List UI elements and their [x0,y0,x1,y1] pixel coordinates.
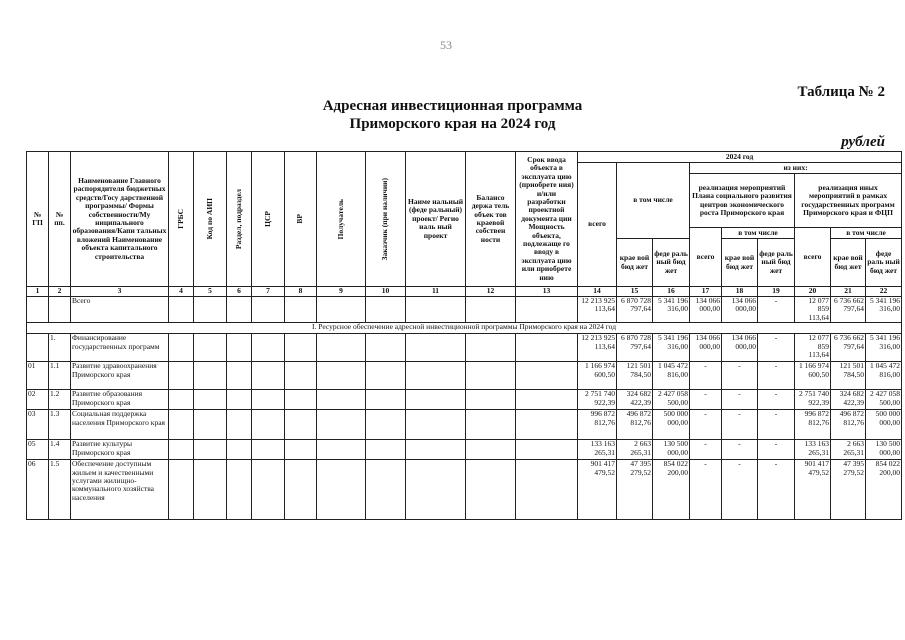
cell-v14: 1 166 974 600,50 [578,362,617,390]
header-fb-16: феде раль ный бюд жет [653,239,690,287]
cell-v21: 496 872 812,76 [831,410,866,440]
cell-gp: 02 [27,390,49,410]
col-number: 6 [227,287,252,297]
header-econ-total: всего [690,228,722,287]
cell-gp [27,334,49,362]
cell-v17: 134 066 000,00 [690,297,722,323]
cell-v16: 854 022 200,00 [653,460,690,520]
table-row [27,410,902,440]
header-year: 2024 год [578,152,902,163]
cell-v16: 130 500 000,00 [653,440,690,460]
cell-v21: 6 736 662 797,64 [831,334,866,362]
cell-v20: 12 077 859 113,64 [795,297,831,323]
cell-v22: 5 341 196 316,00 [866,334,902,362]
section-title: I. Ресурсное обеспечение адресной инвестиционной программы Приморского края на 2024 год [27,323,902,334]
cell-gp [27,297,49,323]
cell-v14: 12 213 925 113,64 [578,297,617,323]
header-holder: Балансо держа тель объек тов краевой собствен ности [466,152,516,287]
cell-v18: 134 066 000,00 [722,334,758,362]
cell-v21: 121 501 784,50 [831,362,866,390]
cell-v15: 324 682 422,39 [617,390,653,410]
cell-gp: 06 [27,460,49,520]
table-row [27,460,902,520]
cell-v20: 133 163 265,31 [795,440,831,460]
col-number: 3 [71,287,169,297]
cell-v15: 6 870 728 797,64 [617,334,653,362]
investment-program-table [26,151,902,520]
col-number: 13 [516,287,578,297]
col-number: 4 [169,287,194,297]
table-row [27,390,902,410]
cell-v20: 1 166 974 600,50 [795,362,831,390]
cell-v14: 901 417 479,52 [578,460,617,520]
col-number: 8 [285,287,317,297]
cell-pp: 1.4 [49,440,71,460]
header-recipient: Получатель [317,152,366,287]
cell-v17: - [690,460,722,520]
cell-v15: 2 663 265,31 [617,440,653,460]
col-number: 22 [866,287,902,297]
cell-name: Всего [71,297,169,323]
cell-pp: 1.2 [49,390,71,410]
cell-v19: - [758,362,795,390]
header-section: Раздел, подраздел [227,152,252,287]
header-kb-21: крае вой бюд жет [831,239,866,287]
cell-v18: - [722,410,758,440]
col-number: 1 [27,287,49,297]
cell-v18: - [722,362,758,390]
cell-gp: 03 [27,410,49,440]
header-kb-18: крае вой бюд жет [722,239,758,287]
header-other-incl: в том числе [831,228,902,239]
header-other: реализация иных мероприятий в рамках государственных программ Приморского края и ФЦП [795,174,902,228]
cell-v21: 47 395 279,52 [831,460,866,520]
table-row [27,440,902,460]
col-number: 11 [406,287,466,297]
cell-name: Финансирование государственных программ [71,334,169,362]
cell-v17: - [690,440,722,460]
cell-pp: 1.1 [49,362,71,390]
cell-gp: 01 [27,362,49,390]
cell-v15: 6 870 728 797,64 [617,297,653,323]
col-number: 20 [795,287,831,297]
cell-v14: 2 751 740 922,39 [578,390,617,410]
header-other-total: всего [795,228,831,287]
cell-v22: 854 022 200,00 [866,460,902,520]
cell-v17: - [690,410,722,440]
header-fb-19: феде раль ный бюд жет [758,239,795,287]
col-number: 18 [722,287,758,297]
col-number: 2 [49,287,71,297]
header-vr: ВР [285,152,317,287]
header-kb-15: крае вой бюд жет [617,239,653,287]
cell-v19: - [758,297,795,323]
header-customer: Заказчик (при наличии) [366,152,406,287]
cell-v22: 500 000 000,00 [866,410,902,440]
cell-v14: 996 872 812,76 [578,410,617,440]
header-deadline: Срок ввода объекта в эксплуата цию (приобрете ния) и/или разработки проектной документа ции Мощность объекта, подлежаще го вводу в эксплуата цию или приобрете нию [516,152,578,287]
cell-v19: - [758,390,795,410]
header-total: всего [578,163,617,287]
header-grbs: ГРБС [169,152,194,287]
cell-v20: 901 417 479,52 [795,460,831,520]
col-number: 7 [252,287,285,297]
cell-v17: - [690,390,722,410]
cell-v21: 324 682 422,39 [831,390,866,410]
cell-pp: 1.5 [49,460,71,520]
cell-pp [49,297,71,323]
document-title-line2: Приморского края на 2024 год [349,116,556,132]
cell-v20: 2 751 740 922,39 [795,390,831,410]
col-number: 19 [758,287,795,297]
col-number: 10 [366,287,406,297]
cell-v22: 2 427 058 500,00 [866,390,902,410]
col-number: 17 [690,287,722,297]
header-econ: реализация мероприятий Плана социального развития центров экономического роста Приморского края [690,174,795,228]
cell-v18: 134 066 000,00 [722,297,758,323]
cell-v19: - [758,460,795,520]
cell-v19: - [758,334,795,362]
header-gp: № ГП [27,152,49,287]
cell-v15: 121 501 784,50 [617,362,653,390]
header-of-which: из них: [690,163,902,174]
header-fb-22: феде раль ный бюд жет [866,239,902,287]
header-csr: ЦСР [252,152,285,287]
cell-v16: 5 341 196 316,00 [653,334,690,362]
cell-v21: 2 663 265,31 [831,440,866,460]
table-label: Таблица № 2 [797,84,885,100]
cell-v17: - [690,362,722,390]
header-project: Наиме нальный (феде ральный) проект/ Регио наль ный проект [406,152,466,287]
col-number: 14 [578,287,617,297]
col-number: 5 [194,287,227,297]
cell-name: Развитие культуры Приморского края [71,440,169,460]
cell-v22: 1 045 472 816,00 [866,362,902,390]
cell-v18: - [722,440,758,460]
cell-v14: 12 213 925 113,64 [578,334,617,362]
cell-v14: 133 163 265,31 [578,440,617,460]
cell-name: Развитие образования Приморского края [71,390,169,410]
cell-v16: 2 427 058 500,00 [653,390,690,410]
cell-v15: 496 872 812,76 [617,410,653,440]
cell-gp: 05 [27,440,49,460]
document-title-line1: Адресная инвестиционная программа [322,98,583,114]
page-number: 53 [440,38,452,52]
table-row-total [27,297,902,323]
header-pp: № пп. [49,152,71,287]
cell-v15: 47 395 279,52 [617,460,653,520]
cell-v19: - [758,440,795,460]
cell-name: Развитие здравоохранения Приморского края [71,362,169,390]
col-number: 12 [466,287,516,297]
col-number: 16 [653,287,690,297]
col-number: 21 [831,287,866,297]
cell-v18: - [722,460,758,520]
column-number-row [27,287,902,297]
cell-name: Обеспечение доступным жильем и качественными услугами жилищно-коммунального хозяйства населения [71,460,169,520]
col-number: 9 [317,287,366,297]
cell-v16: 5 341 196 316,00 [653,297,690,323]
cell-pp: 1. [49,334,71,362]
header-incl: в том числе [617,163,690,239]
cell-v16: 1 045 472 816,00 [653,362,690,390]
cell-name: Социальная поддержка населения Приморского края [71,410,169,440]
cell-pp: 1.3 [49,410,71,440]
header-econ-incl: в том числе [722,228,795,239]
cell-v16: 500 000 000,00 [653,410,690,440]
cell-v22: 130 500 000,00 [866,440,902,460]
cell-v17: 134 066 000,00 [690,334,722,362]
col-number: 15 [617,287,653,297]
table-row [27,362,902,390]
cell-v20: 12 077 859 113,64 [795,334,831,362]
header-name: Наименование Главного распорядителя бюджетных средств/Госу дарственной программы/ Формы собственности/Му ниципального образования/Капи тальных вложений Наименование объекта капитального строительства [71,152,169,287]
table-row [27,334,902,362]
cell-v18: - [722,390,758,410]
header-aip-code: Код по АИП [194,152,227,287]
units-label: рублей [841,134,885,150]
cell-v20: 996 872 812,76 [795,410,831,440]
cell-v19: - [758,410,795,440]
cell-v22: 5 341 196 316,00 [866,297,902,323]
section-row [27,323,902,334]
cell-v21: 6 736 662 797,64 [831,297,866,323]
